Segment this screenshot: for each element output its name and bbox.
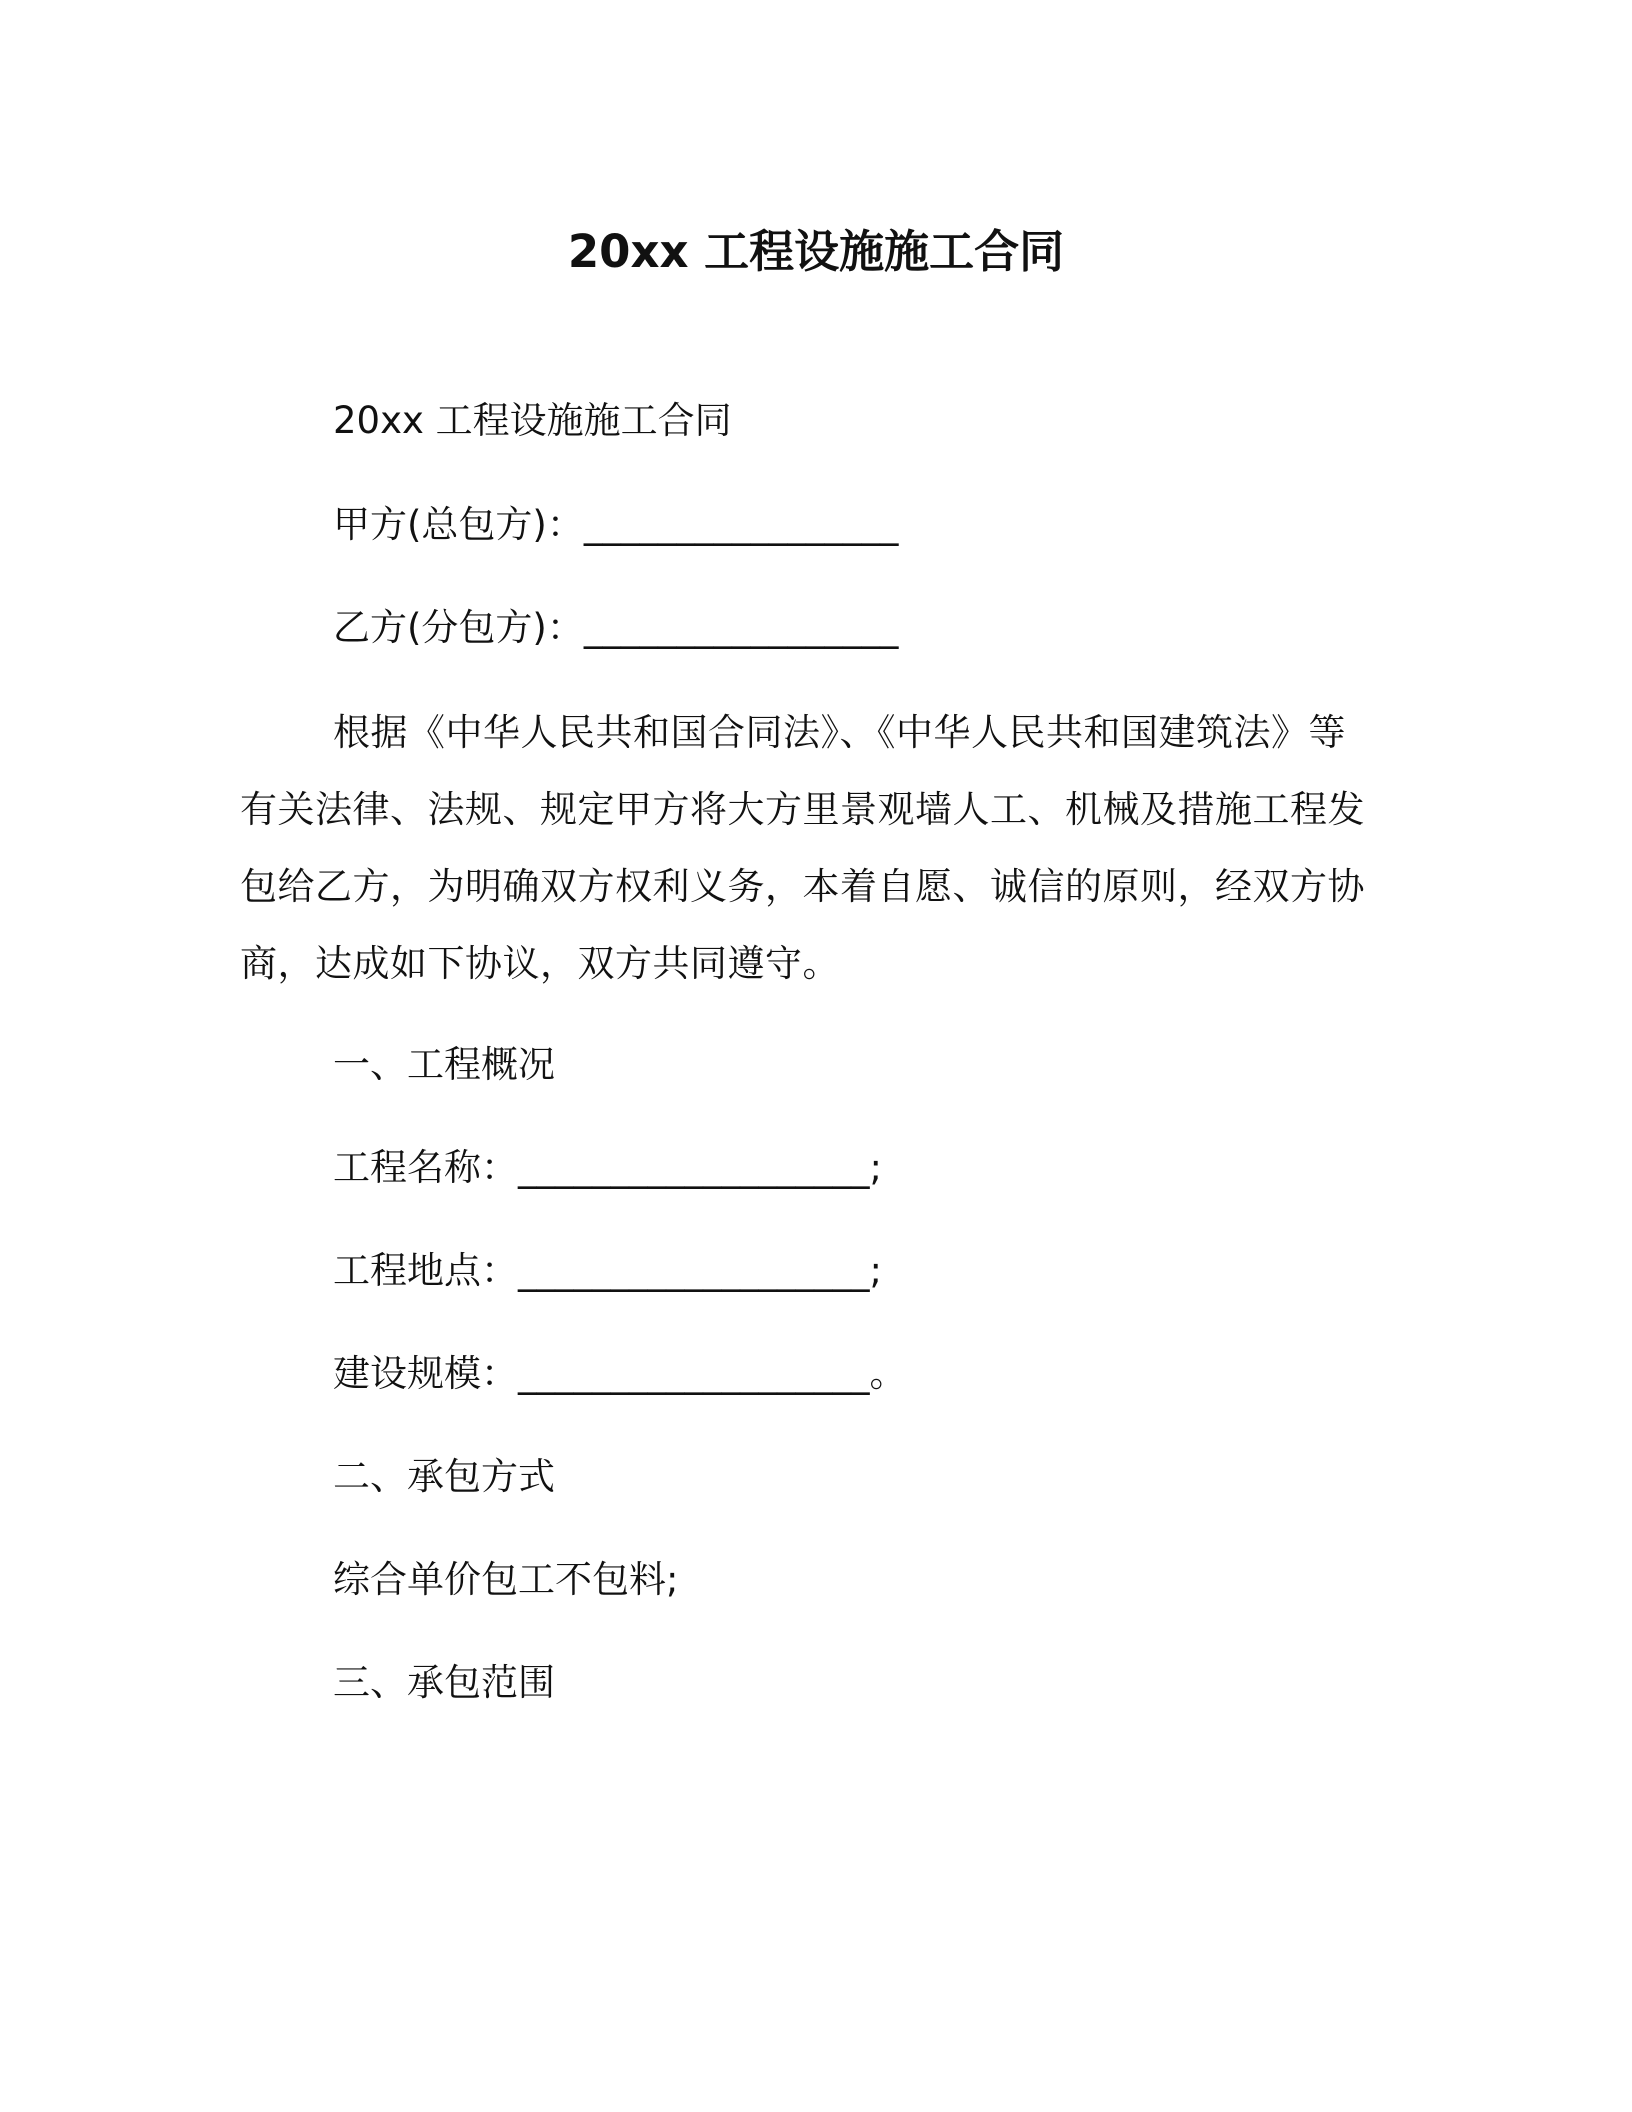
section-1-heading: 一、工程概况 — [333, 1043, 555, 1086]
section-2-heading: 二、承包方式 — [333, 1455, 555, 1498]
section-3-heading: 三、承包范围 — [333, 1661, 555, 1704]
contract-subtitle: 20xx 工程设施施工合同 — [333, 399, 732, 442]
project-location-line: 工程地点：___________________; — [333, 1249, 882, 1292]
document-title: 20xx 工程设施施工合同 — [567, 225, 1065, 278]
party-b-line: 乙方(分包方)：_________________ — [333, 606, 899, 649]
preamble-paragraph: 根据《中华人民共和国合同法》、《中华人民共和国建筑法》等有关法律、法规、规定甲方将大方里景观墙人工、机械及措施工程发包给乙方，为明确双方权利义务，本着自愿、诚信的原则，经双方协商，达成如下协议，双方共同遵守。 — [240, 711, 1365, 985]
contract-method-line: 综合单价包工不包料; — [333, 1558, 679, 1601]
party-a-line: 甲方(总包方)：_________________ — [333, 503, 899, 546]
project-name-line: 工程名称：___________________; — [333, 1146, 882, 1189]
construction-scale-line: 建设规模：___________________。 — [333, 1352, 907, 1395]
